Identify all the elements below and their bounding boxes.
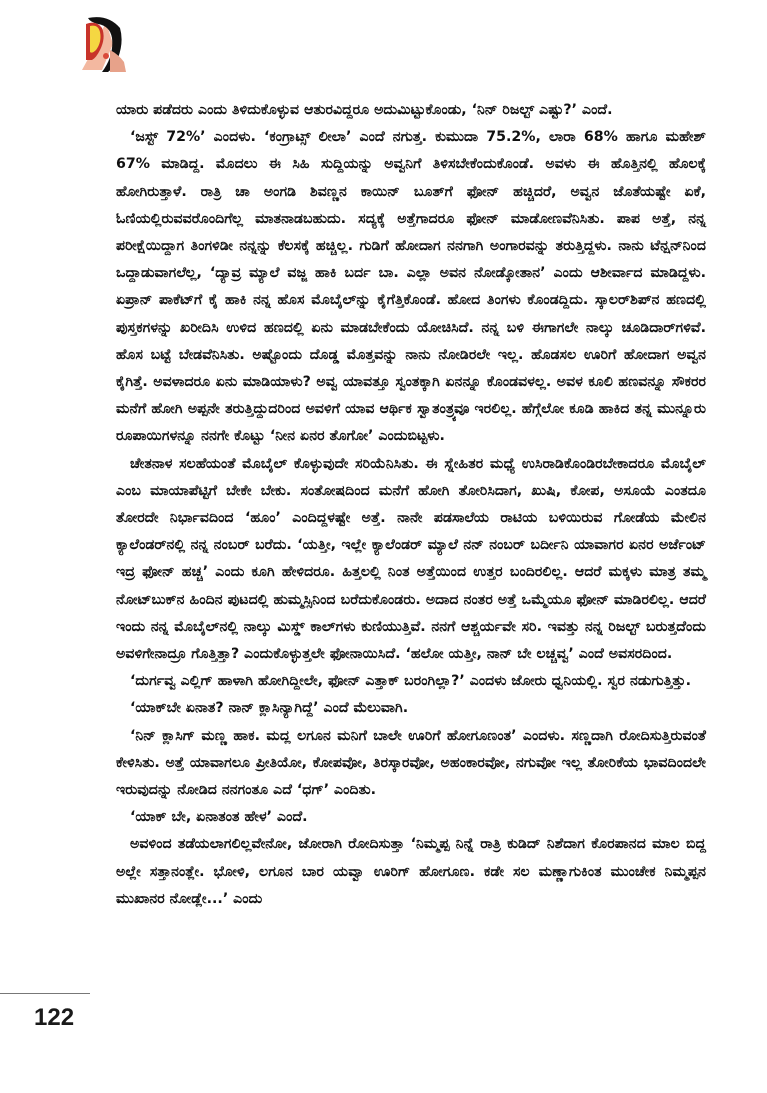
paragraph: ‘ನಿನ್ ಕ್ಲಾಸಿಗ್ ಮಣ್ಣ ಹಾಕ. ಮದ್ಲ ಲಗೂನ ಮನಿಗೆ ಬಾಲೇ ಊರಿಗೆ ಹೋಗೂಣಂತ’ ಎಂದಳು. ಸಣ್ಣದಾಗಿ ರೋದಿಸುತ್ತಿರುವಂತೆ ಕೇಳಿಸಿತು. ಅತ್ತೆ ಯಾವಾಗಲೂ ಪ್ರೀತಿಯೋ, ಕೋಪವೋ, ತಿರಸ್ಕಾರವೋ, ಅಹಂಕಾರವೋ, ನಗುವೋ ಇಲ್ಲ ತೋರಿಕೆಯ ಭಾವದಿಂದಲೇ ಇರುವುದನ್ನು ನೋಡಿದ ನನಗಂತೂ ಎದೆ ‘ಧಗ್’ ಎಂದಿತು.: [116, 727, 706, 799]
paragraph: ಅವಳಿಂದ ತಡೆಯಲಾಗಲಿಲ್ಲವೇನೋ, ಜೋರಾಗಿ ರೋದಿಸುತ್ತಾ ‘ನಿಮ್ಮಪ್ಪ ನಿನ್ನೆ ರಾತ್ರಿ ಕುಡಿದ್ ನಿಶೆದಾಗ ಕೊರಪಾನದ ಮಾಲ ಬಿದ್ದ ಅಲ್ಲೇ ಸತ್ತಾನಂತ್ಲೇ. ಭೋಳಿ, ಲಗೂನ ಬಾರ ಯವ್ವಾ ಊರಿಗ್ ಹೋಗೂಣ. ಕಡೇ ಸಲ ಮಣ್ಣಾಗುಕಿಂತ ಮುಂಚೇಕ ನಿಮ್ಮಪ್ಪನ ಮುಖಾನರ ನೋಡ್ಲೇ...’ ಎಂದು: [116, 836, 706, 907]
body-text: [116, 97, 706, 913]
decorative-face-logo: [80, 16, 130, 72]
paragraph: ಚೇತನಾಳ ಸಲಹೆಯಂತೆ ಮೊಬೈಲ್ ಕೊಳ್ಳುವುದೇ ಸರಿಯೆನಿಸಿತು. ಈ ಸ್ನೇಹಿತರ ಮಧ್ಯೆ ಉಸಿರಾಡಿಕೊಂಡಿರಬೇಕಾದರೂ ಮೊಬೈಲ್ ಎಂಬ ಮಾಯಾಪೆಟ್ಟಿಗೆ ಬೇಕೇ ಬೇಕು. ಸಂತೋಷದಿಂದ ಮನೆಗೆ ಹೋಗಿ ತೋರಿಸಿದಾಗ, ಖುಷಿ, ಕೋಪ, ಅಸೂಯೆ ಎಂತದೂ ತೋರದೇ ನಿರ್ಭಾವದಿಂದ ‘ಹೂಂ’ ಎಂದಿದ್ದಳಷ್ಟೇ ಅತ್ತೆ. ನಾನೇ ಪಡಸಾಲೆಯ ರಾಟಿಯ ಬಳಿಯಿರುವ ಗೋಡೆಯ ಮೇಲಿನ ಕ್ಯಾಲೆಂಡರ್‌ನಲ್ಲಿ ನನ್ನ ನಂಬರ್ ಬರೆದು. ‘ಯತ್ತೀ, ಇಲ್ಲೇ ಕ್ಯಾಲೆಂಡರ್ ಮ್ಯಾಲೆ ನನ್ ನಂಬರ್ ಬರ್ದೀನಿ ಯಾವಾಗರ ಏನರ ಅರ್ಜೆಂಟ್ ಇದ್ರ ಫೋನ್ ಹಚ್ಚ’ ಎಂದು ಕೂಗಿ ಹೇಳಿದರೂ. ಹಿತ್ತಲಲ್ಲಿ ನಿಂತ ಅತ್ತೆಯಿಂದ ಉತ್ತರ ಬಂದಿರಲಿಲ್ಲ. ಆದರೆ ಮಕ್ಕಳು ಮಾತ್ರ ತಮ್ಮ ನೋಟ್‌ಬುಕ್‌ನ ಹಿಂದಿನ ಪುಟದಲ್ಲಿ ಹುಮ್ಮಸ್ಸಿನಿಂದ ಬರೆದುಕೊಂಡರು. ಅದಾದ ನಂತರ ಅತ್ತೆ ಒಮ್ಮೆಯೂ ಫೋನ್ ಮಾಡಿರಲಿಲ್ಲ. ಆದರೆ ಇಂದು ನನ್ನ ಮೊಬೈಲ್‌ನಲ್ಲಿ ನಾಲ್ಕು ಮಿಸ್ಡ್ ಕಾಲ್‌ಗಳು ಕುಣಿಯುತ್ತಿವೆ. ನನಗೆ ಆಶ್ಚರ್ಯವೇ ಸರಿ. ಇವತ್ತು ನನ್ನ ರಿಜಲ್ಟ್ ಬರುತ್ತದೆಂದು ಅವಳಿಗೇನಾದ್ರೂ ಗೊತ್ತಿತ್ತಾ? ಎಂದುಕೊಳ್ಳುತ್ತಲೇ ಫೋನಾಯಿಸಿದೆ. ‘ಹಲೋ ಯತ್ತೀ, ನಾನ್ ಬೇ ಲಚ್ಚವ್ವ’ ಎಂದೆ ಅವಸರದಿಂದ.: [116, 455, 706, 663]
page-number-rule: [0, 993, 90, 994]
paragraph: ‘ಯಾಕ್‌ಬೇ ಏನಾತ? ನಾನ್ ಕ್ಲಾಸಿನ್ಯಾಗಿದ್ದೆ’ ಎಂದೆ ಮೆಲುವಾಗಿ.: [130, 700, 409, 717]
paragraph: ‘ಯಾಕ್ ಬೇ, ಏನಾತಂತ ಹೇಳ’ ಎಂದೆ.: [130, 809, 308, 826]
page-number: 122: [34, 1004, 75, 1031]
paragraph: ‘ದುರ್ಗವ್ವ ಎಲ್ಲಿಗ್ ಹಾಳಾಗಿ ಹೋಗಿದ್ದೀಲೇ, ಫೋನ್ ಎತ್ತಾಕ್ ಬರಂಗಿಲ್ಲಾ?’ ಎಂದಳು ಜೋರು ಧ್ವನಿಯಲ್ಲಿ. ಸ್ವರ ನಡುಗುತ್ತಿತ್ತು.: [130, 673, 691, 690]
paragraph: ಯಾರು ಪಡೆದರು ಎಂದು ತಿಳಿದುಕೊಳ್ಳುವ ಆತುರವಿದ್ದರೂ ಅದುಮಿಟ್ಟುಕೊಂಡು, ‘ನಿನ್ ರಿಜಲ್ಟ್ ಎಷ್ಟು?’ ಎಂದೆ.: [116, 102, 613, 118]
paragraph: ‘ಜಸ್ಟ್ 72%’ ಎಂದಳು. ‘ಕಂಗ್ರಾಟ್ಸ್ ಲೀಲಾ’ ಎಂದೆ ನಗುತ್ತ. ಕುಮುದಾ 75.2%, ಲಾರಾ 68% ಹಾಗೂ ಮಹೇಶ್ 67% ಮಾಡಿದ್ದ. ಮೊದಲು ಈ ಸಿಹಿ ಸುದ್ದಿಯನ್ನು ಅವ್ವನಿಗೆ ತಿಳಿಸಬೇಕೆಂದುಕೊಂಡೆ. ಅವಳು ಈ ಹೊತ್ತಿನಲ್ಲಿ ಹೊಲಕ್ಕೆ ಹೋಗಿರುತ್ತಾಳೆ. ರಾತ್ರಿ ಚಾ ಅಂಗಡಿ ಶಿವಣ್ಣನ ಕಾಯಿನ್ ಬೂತ್‌ಗೆ ಫೋನ್ ಹಚ್ಚಿದರೆ, ಅವ್ವನ ಜೊತೆಯಷ್ಟೇ ಏಕೆ, ಓಣಿಯಲ್ಲಿರುವವರೊಂದಿಗೆಲ್ಲ ಮಾತನಾಡಬಹುದು. ಸದ್ಯಕ್ಕೆ ಅತ್ತೆಗಾದರೂ ಫೋನ್ ಮಾಡೋಣವೆನಿಸಿತು. ಪಾಪ ಅತ್ತೆ, ನನ್ನ ಪರೀಕ್ಷೆಯಿದ್ದಾಗ ತಿಂಗಳಿಡೀ ನನ್ನನ್ನು ಕೆಲಸಕ್ಕೆ ಹಚ್ಚಿಲ್ಲ. ಗುಡಿಗೆ ಹೋದಾಗ ನನಗಾಗಿ ಅಂಗಾರವನ್ನು ತರುತ್ತಿದ್ದಳು. ನಾನು ಟೆನ್ಷನ್‌ನಿಂದ ಒದ್ದಾಡುವಾಗಲೆಲ್ಲ, ‘ದ್ಯಾವ್ರ ಮ್ಯಾಲೆ ವಜ್ಜ ಹಾಕಿ ಬರ್ದ ಬಾ. ಎಲ್ಲಾ ಅವನ ನೋಡ್ಕೋತಾನ’ ಎಂದು ಆಶೀರ್ವಾದ ಮಾಡಿದ್ದಳು. ಏಪ್ರಾನ್ ಪಾಕೆಟ್‌ಗೆ ಕೈ ಹಾಕಿ ನನ್ನ ಹೊಸ ಮೊಬೈಲ್‌ನ್ನು ಕೈಗೆತ್ತಿಕೊಂಡೆ. ಹೋದ ತಿಂಗಳು ಕೊಂಡದ್ದಿದು. ಸ್ಕಾಲರ್‌ಶಿಪ್‌ನ ಹಣದಲ್ಲಿ ಪುಸ್ತಕಗಳನ್ನು ಖರೀದಿಸಿ ಉಳಿದ ಹಣದಲ್ಲಿ ಏನು ಮಾಡಬೇಕೆಂದು ಯೋಚಿಸಿದೆ. ನನ್ನ ಬಳಿ ಈಗಾಗಲೇ ನಾಲ್ಕು ಚೂಡಿದಾರ್‌ಗಳಿವೆ. ಹೊಸ ಬಟ್ಟೆ ಬೇಡವೆನಿಸಿತು. ಅಷ್ಟೊಂದು ದೊಡ್ಡ ಮೊತ್ತವನ್ನು ನಾನು ನೋಡಿರಲೇ ಇಲ್ಲ. ಹೊಡಸಲ ಊರಿಗೆ ಹೋದಾಗ ಅವ್ವನ ಕೈಗಿತ್ತೆ. ಅವಳಾದರೂ ಏನು ಮಾಡಿಯಾಳು? ಅವ್ವ ಯಾವತ್ತೂ ಸ್ವಂತಕ್ಕಾಗಿ ಏನನ್ನೂ ಕೊಂಡವಳಲ್ಲ. ಅವಳ ಕೂಲಿ ಹಣವನ್ನೂ ಸೌಕರರ ಮನೆಗೆ ಹೋಗಿ ಅಪ್ಪನೇ ತರುತ್ತಿದ್ದುದರಿಂದ ಅವಳಿಗೆ ಯಾವ ಆರ್ಥಿಕ ಸ್ವಾತಂತ್ರ್ಯವೂ ಇರಲಿಲ್ಲ. ಹೆಗ್ಗೆಲೋ ಕೂಡಿ ಹಾಕಿದ ತನ್ನ ಮುನ್ನೂರು ರೂಪಾಯಿಗಳನ್ನೂ ನನಗೇ ಕೊಟ್ಟು ‘ನೀನ ಏನರ ತೊಗೋ’ ಎಂದುಬಿಟ್ಟಳು.: [116, 129, 706, 445]
